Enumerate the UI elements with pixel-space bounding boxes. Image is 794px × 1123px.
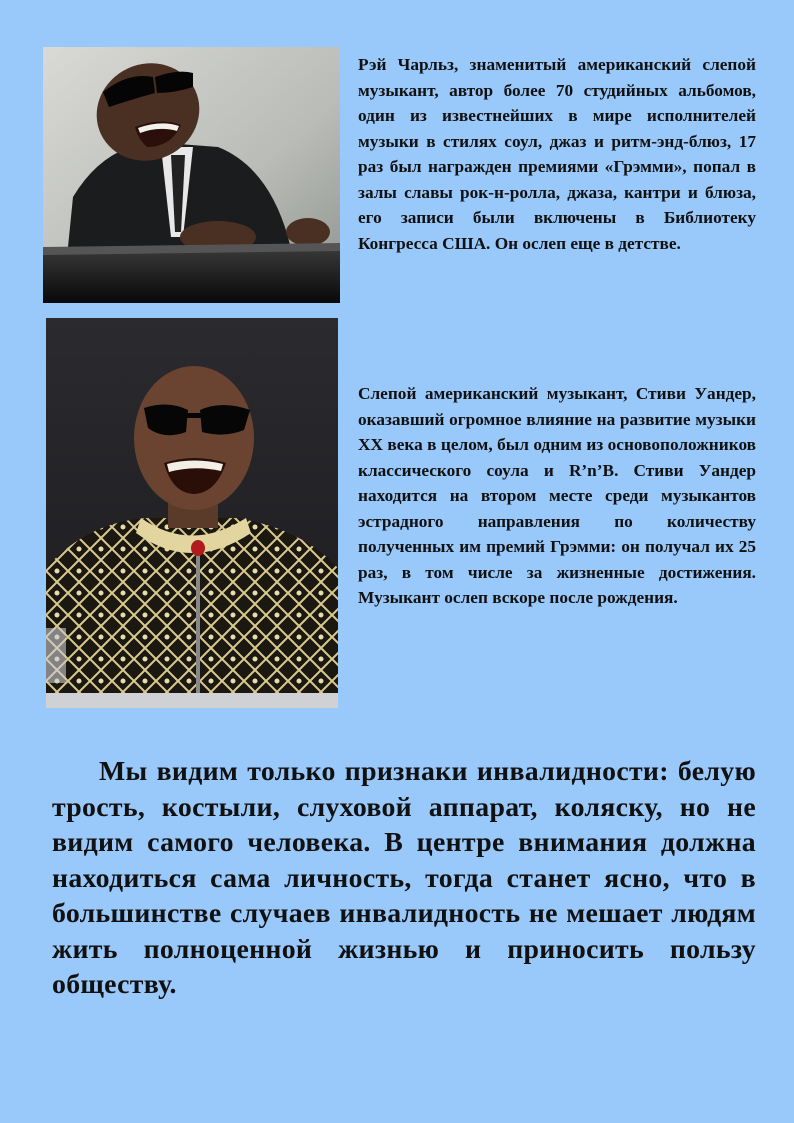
stevie-wonder-photo	[46, 318, 338, 708]
stevie-wonder-bio: Слепой американский музыкант, Стиви Уандер, оказавший огромное влияние на развитие музыки XX века в целом, был одним из основоположников классического соула и R’n’B. Стиви Уандер находится на втором месте среди музыкантов эстрадного направления по количеству полученных им премий Грэмми: он получал их 25 раз, в том числе за жизненные достижения. Музыкант ослеп вскоре после рождения.	[358, 384, 756, 607]
ray-charles-bio: Рэй Чарльз, знаменитый американский слепой музыкант, автор более 70 студийных альбомов, один из известнейших в мире исполнителей музыки в стилях соул, джаз и ритм-энд-блюз, 17 раз был награжден премиями «Грэмми», попал в залы славы рок-н-ролла, джаза, кантри и блюза, его записи были включены в Библиотеку Конгресса США. Он ослеп еще в детстве.	[358, 55, 756, 253]
ray-charles-photo	[43, 47, 340, 303]
main-statement: Мы видим только признаки инвалидности: белую трость, костыли, слуховой аппарат, коляску, но не видим самого человека. В центре внимания должна находиться сама личность, тогда станет ясно, что в большинстве случаев инвалидность не мешает людям жить полноценной жизнью и приносить пользу обществу.	[52, 756, 756, 1000]
